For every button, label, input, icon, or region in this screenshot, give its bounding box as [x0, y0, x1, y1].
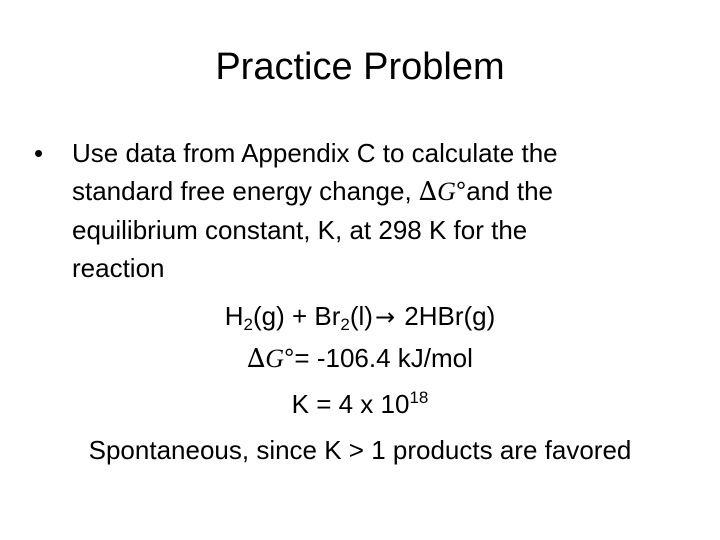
delta-g-result: [0, 340, 720, 377]
br-subscript: 2: [340, 315, 350, 334]
bullet-marker: •: [34, 138, 44, 168]
delta-g-value: °= -106.4 kJ/mol: [284, 343, 473, 373]
reaction-arrow-icon: →: [374, 303, 396, 331]
equilibrium-constant-base: K = 4 x 10: [291, 389, 410, 419]
reactant-br-state: (l): [349, 301, 373, 331]
reactant-h: H: [224, 301, 244, 331]
equilibrium-constant-exponent: 18: [409, 388, 429, 407]
reactant-h-state: (g) + Br: [252, 301, 341, 331]
bullet-line-2: [72, 172, 682, 211]
bullet-line-1: Use data from Appendix C to calculate the: [72, 138, 558, 168]
g-symbol: G: [437, 177, 456, 206]
bullet-line-2-tail: °and the: [455, 176, 553, 206]
bullet-line-2-text: standard free energy change,: [72, 176, 419, 206]
product: 2HBr(g): [397, 301, 496, 331]
h-subscript: 2: [243, 315, 253, 334]
bullet-line-3: equilibrium constant, K, at 298 K for the: [72, 215, 528, 245]
equilibrium-constant: [0, 386, 720, 422]
delta-g-g-symbol: G: [265, 344, 285, 373]
conclusion: Spontaneous, since K > 1 products are favored: [88, 435, 632, 465]
reaction-equation: [0, 298, 720, 335]
bullet-text: [72, 134, 682, 287]
bullet-line-4: reaction: [72, 253, 165, 283]
delta-g-delta-symbol: ∆: [247, 344, 266, 374]
slide-title: Practice Problem: [215, 46, 505, 88]
delta-symbol: ∆: [418, 177, 438, 207]
